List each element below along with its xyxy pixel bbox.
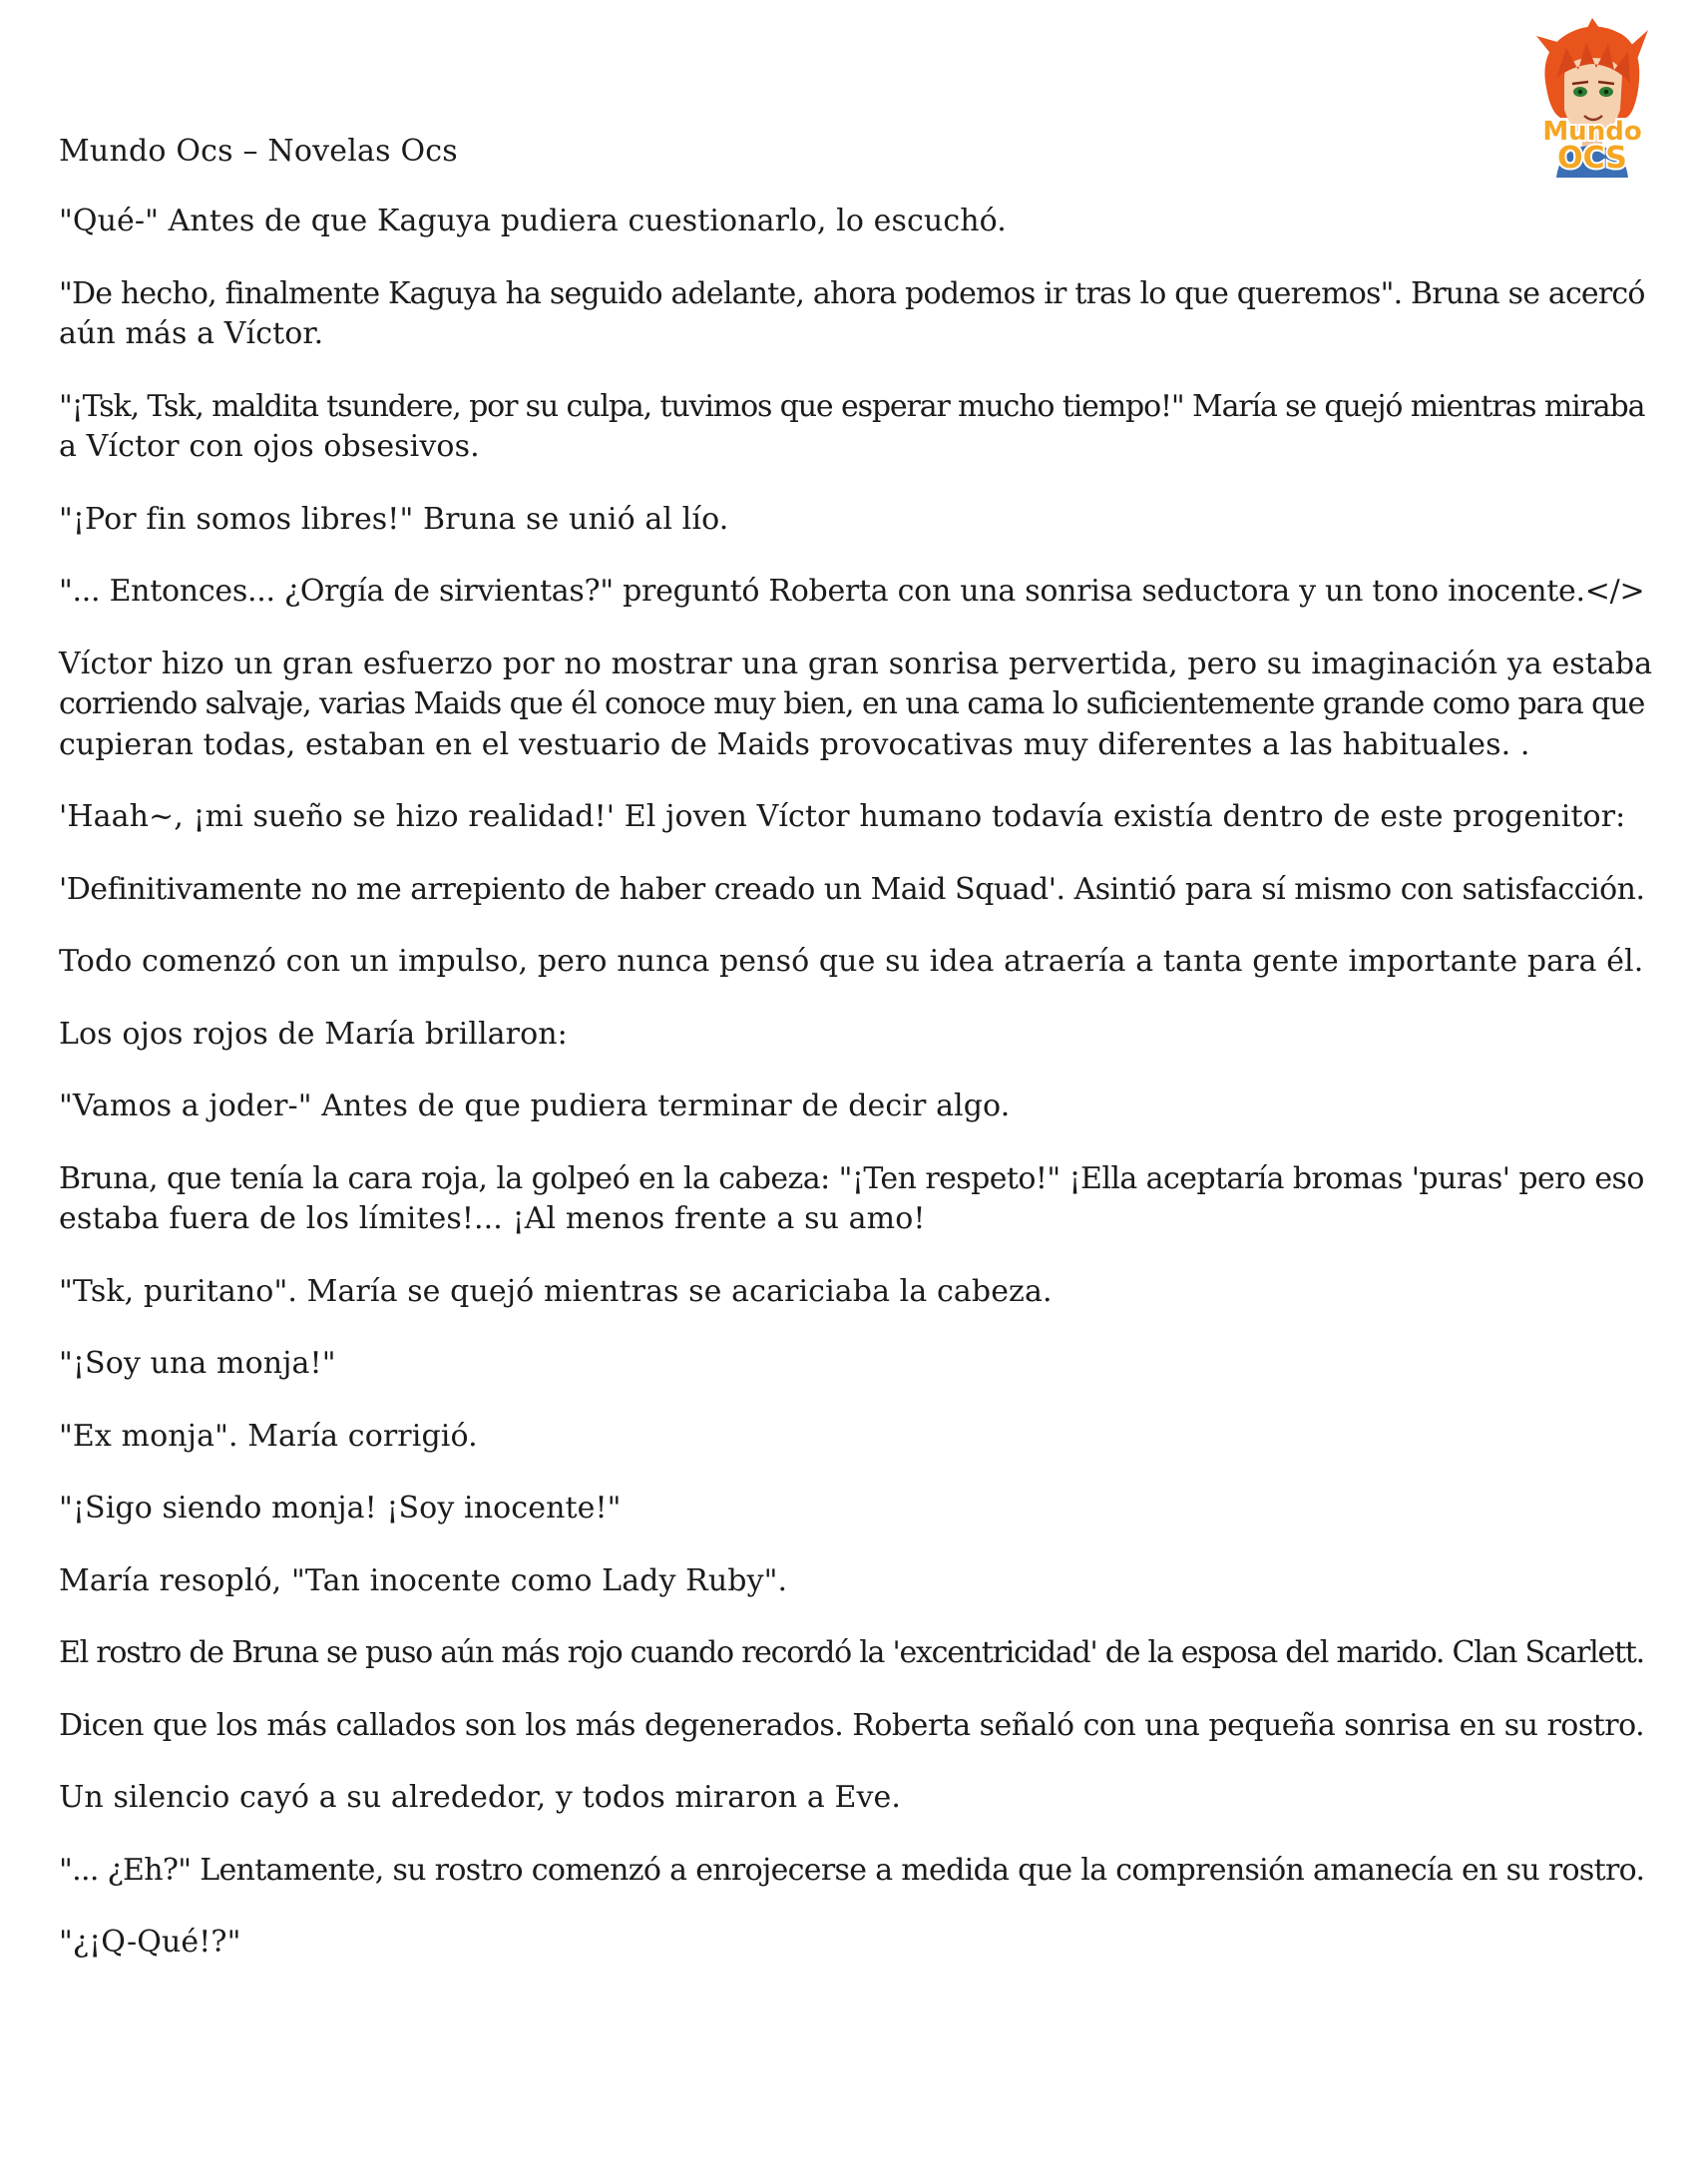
paragraph	[59, 1851, 1655, 1892]
document-body	[59, 202, 1655, 1995]
paragraph-line: "De hecho, finalmente Kaguya ha seguido adelante, ahora podemos ir tras lo que queremos". Bruna se acercó	[59, 275, 1645, 311]
paragraph-line: "¡Por fin somos libres!" Bruna se unió al lío.	[59, 501, 729, 537]
paragraph-line: "¡Soy una monja!"	[59, 1346, 336, 1381]
paragraph-line: corriendo salvaje, varias Maids que él conoce muy bien, en una cama lo suficientemente grande como para que	[59, 686, 1645, 721]
paragraph	[59, 1417, 1655, 1458]
paragraph-line: "Qué-" Antes de que Kaguya pudiera cuestionarlo, lo escuchó.	[59, 204, 1007, 238]
paragraph	[59, 797, 1655, 838]
paragraph	[59, 1087, 1655, 1127]
paragraph-line: estaba fuera de los límites!... ¡Al menos frente a su amo!	[59, 1201, 926, 1236]
paragraph	[59, 1923, 1655, 1964]
paragraph	[59, 1272, 1655, 1313]
paragraph-line: El rostro de Bruna se puso aún más rojo cuando recordó la 'excentricidad' de la esposa del marido. Clan Scarlett.	[59, 1635, 1644, 1670]
document-header: Mundo Ocs – Novelas Ocs	[59, 134, 458, 169]
paragraph	[59, 1561, 1655, 1602]
logo-text-bottom: OCS	[1557, 141, 1627, 176]
paragraph	[59, 942, 1655, 983]
paragraph-line: Un silencio cayó a su alrededor, y todos miraron a Eve.	[59, 1780, 902, 1815]
paragraph	[59, 1344, 1655, 1385]
paragraph-line: Los ojos rojos de María brillaron:	[59, 1016, 568, 1052]
paragraph-line: "¡Tsk, Tsk, maldita tsundere, por su culpa, tuvimos que esperar mucho tiempo!" María se quejó mientras miraba	[59, 388, 1645, 424]
paragraph-line: "... Entonces... ¿Orgía de sirvientas?" preguntó Roberta con una sonrisa seductora y un tono inocente.</>	[59, 574, 1645, 609]
paragraph	[59, 1633, 1655, 1674]
paragraph	[59, 1015, 1655, 1056]
paragraph	[59, 870, 1655, 911]
paragraph	[59, 274, 1655, 355]
paragraph-line: "... ¿Eh?" Lentamente, su rostro comenzó a enrojecerse a medida que la comprensión amanecía en su rostro.	[59, 1852, 1645, 1888]
paragraph-line: Bruna, que tenía la cara roja, la golpeó en la cabeza: "¡Ten respeto!" ¡Ella aceptaría bromas 'puras' pero eso	[59, 1160, 1644, 1196]
paragraph-line: "Vamos a joder-" Antes de que pudiera terminar de decir algo.	[59, 1089, 1011, 1123]
paragraph-line: María resopló, "Tan inocente como Lady Ruby".	[59, 1562, 788, 1598]
paragraph-line: "Tsk, puritano". María se quejó mientras se acariciaba la cabeza.	[59, 1273, 1053, 1309]
paragraph	[59, 1159, 1655, 1240]
paragraph	[59, 1778, 1655, 1819]
paragraph	[59, 1706, 1655, 1747]
paragraph-line: Dicen que los más callados son los más degenerados. Roberta señaló con una pequeña sonrisa en su rostro.	[59, 1707, 1645, 1743]
paragraph-line: cupieran todas, estaban en el vestuario de Maids provocativas muy diferentes a las habituales. .	[59, 726, 1530, 762]
logo-text-top: Mundo	[1542, 117, 1642, 147]
paragraph	[59, 572, 1655, 613]
paragraph	[59, 1489, 1655, 1529]
paragraph-line: 'Definitivamente no me arrepiento de haber creado un Maid Squad'. Asintió para sí mismo con satisfacción.	[59, 871, 1645, 907]
paragraph-line: "¡Sigo siendo monja! ¡Soy inocente!"	[59, 1491, 622, 1526]
paragraph	[59, 500, 1655, 541]
paragraph-line: "¿¡Q-Qué!?"	[59, 1925, 241, 1960]
paragraph-line: "Ex monja". María corrigió.	[59, 1418, 478, 1454]
paragraph-line: Víctor hizo un gran esfuerzo por no mostrar una gran sonrisa pervertida, pero su imaginación ya estaba	[59, 646, 1653, 681]
mundo-ocs-logo	[1516, 18, 1668, 178]
paragraph-line: Todo comenzó con un impulso, pero nunca pensó que su idea atraería a tanta gente importante para él.	[59, 944, 1644, 979]
paragraph-line: a Víctor con ojos obsesivos.	[59, 429, 480, 464]
paragraph-line: aún más a Víctor.	[59, 316, 324, 351]
paragraph	[59, 645, 1655, 766]
paragraph	[59, 202, 1655, 242]
paragraph	[59, 387, 1655, 468]
paragraph-line: 'Haah~, ¡mi sueño se hizo realidad!' El joven Víctor humano todavía existía dentro de este progenitor:	[59, 799, 1626, 834]
